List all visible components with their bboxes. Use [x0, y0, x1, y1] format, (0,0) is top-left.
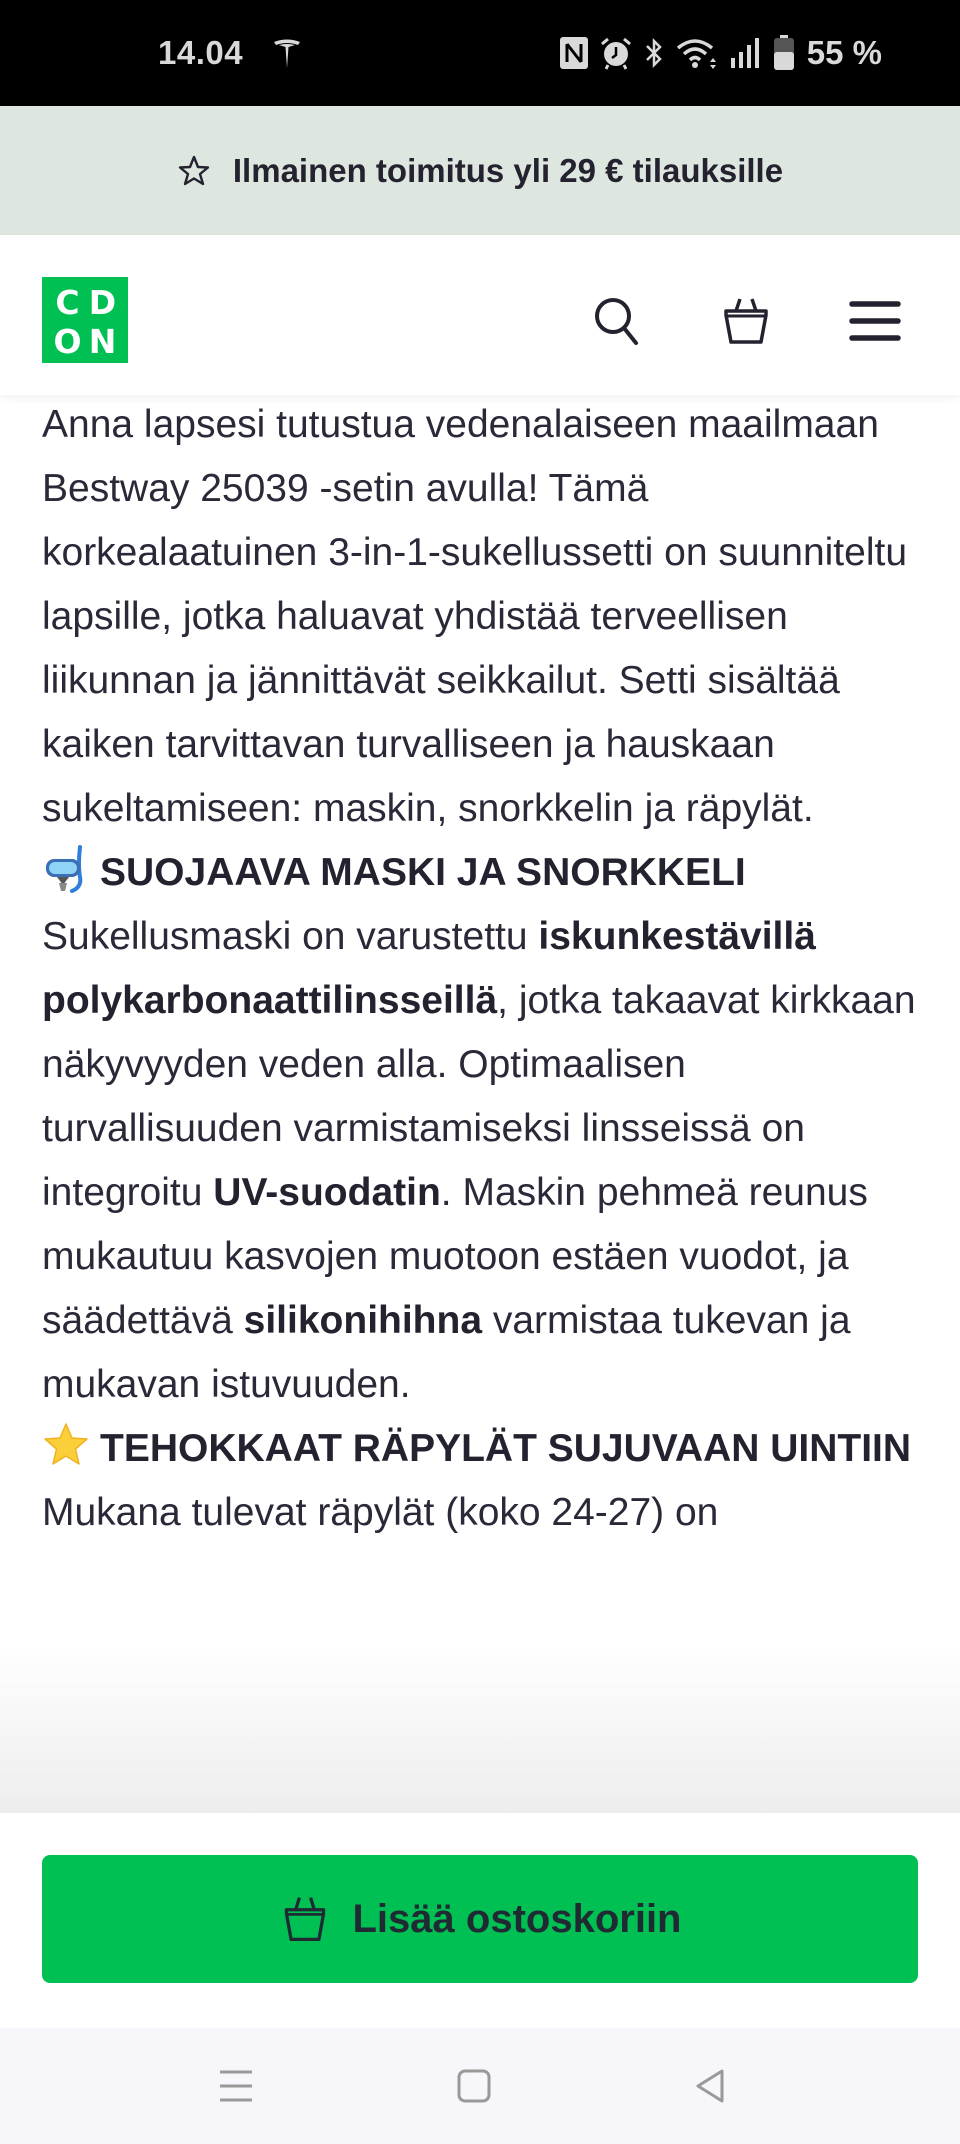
bold-segment: iskunkestävillä polykarbonaattilinsseillä — [42, 915, 816, 1022]
section-heading-fins — [42, 1417, 918, 1481]
recents-icon — [218, 2068, 254, 2104]
add-to-cart-button[interactable] — [42, 1855, 918, 1983]
cart-icon — [718, 293, 774, 349]
back-button[interactable] — [680, 2058, 740, 2114]
logo-letter: O — [53, 322, 82, 361]
logo-letter: C — [55, 283, 80, 322]
star-outline-icon — [177, 154, 211, 188]
cart-button[interactable] — [716, 291, 776, 351]
text-segment: varmistaa tukevan ja mukavan istuvuuden. — [42, 1299, 851, 1406]
product-description — [0, 395, 960, 1813]
diving-mask-emoji — [42, 845, 90, 893]
cdon-logo[interactable] — [42, 277, 128, 363]
add-to-cart-label: Lisää ostoskoriin — [352, 1896, 682, 1941]
text-segment: , jotka takaavat kirkkaan näkyvyyden veden alla. Optimaalisen turvallisuuden varmistamiseksi linsseissä on integroitu — [42, 979, 916, 1214]
home-icon — [456, 2068, 492, 2104]
alarm-icon — [599, 36, 633, 70]
section-fins-text: Mukana tulevat räpylät (koko 24-27) on — [42, 1491, 719, 1534]
text-segment: . Maskin pehmeä reunus mukautuu kasvojen muotoon estäen vuodot, ja säädettävä — [42, 1171, 868, 1342]
text-segment: Sukellusmaski on varustettu — [42, 915, 539, 958]
description-intro: Anna lapsesi tutustua vedenalaiseen maailmaan Bestway 25039 -setin avulla! Tämä korkealaatuinen 3-in-1-sukellussetti on suunniteltu lapsille, jotka haluavat yhdistää terveellisen liikunnan ja jännittävät seikkailut. Setti sisältää kaiken tarvittavan turvalliseen ja hauskaan sukeltamiseen: maskin, snorkkelin ja räpylät. — [42, 403, 908, 830]
promo-banner[interactable] — [0, 106, 960, 235]
home-button[interactable] — [444, 2058, 504, 2114]
recents-button[interactable] — [206, 2058, 266, 2114]
section-mask-text — [42, 905, 918, 1417]
section-heading-text: SUOJAAVA MASKI JA SNORKKELI — [100, 851, 746, 894]
status-bar — [0, 0, 960, 106]
promo-text: Ilmainen toimitus yli 29 € tilauksille — [232, 151, 784, 189]
signal-icon — [729, 36, 763, 70]
android-nav-bar — [0, 2028, 960, 2144]
section-heading-mask — [42, 841, 918, 905]
sticky-buy-bar — [0, 1813, 960, 2028]
back-icon — [692, 2068, 728, 2104]
menu-button[interactable] — [845, 291, 905, 351]
nfc-icon — [559, 36, 589, 70]
tesla-icon — [270, 36, 304, 70]
status-icons — [559, 34, 882, 72]
content-fade-overlay — [0, 1643, 960, 1813]
bluetooth-icon — [643, 36, 665, 70]
logo-letter: D — [88, 283, 117, 322]
logo-letter: N — [88, 322, 117, 361]
bold-segment: UV-suodatin — [213, 1171, 441, 1214]
cart-icon — [279, 1893, 331, 1945]
site-header — [0, 235, 960, 395]
wifi-icon — [675, 36, 719, 70]
section-heading-text: TEHOKKAAT RÄPYLÄT SUJUVAAN UINTIIN — [100, 1427, 912, 1470]
search-button[interactable] — [588, 291, 648, 351]
battery-icon — [773, 35, 795, 71]
star-emoji — [42, 1421, 90, 1469]
search-icon — [590, 293, 646, 349]
bold-segment: silikonihihna — [243, 1299, 483, 1342]
battery-percentage: 55 % — [806, 34, 882, 71]
status-time: 14.04 — [158, 34, 244, 71]
menu-icon — [847, 293, 903, 349]
